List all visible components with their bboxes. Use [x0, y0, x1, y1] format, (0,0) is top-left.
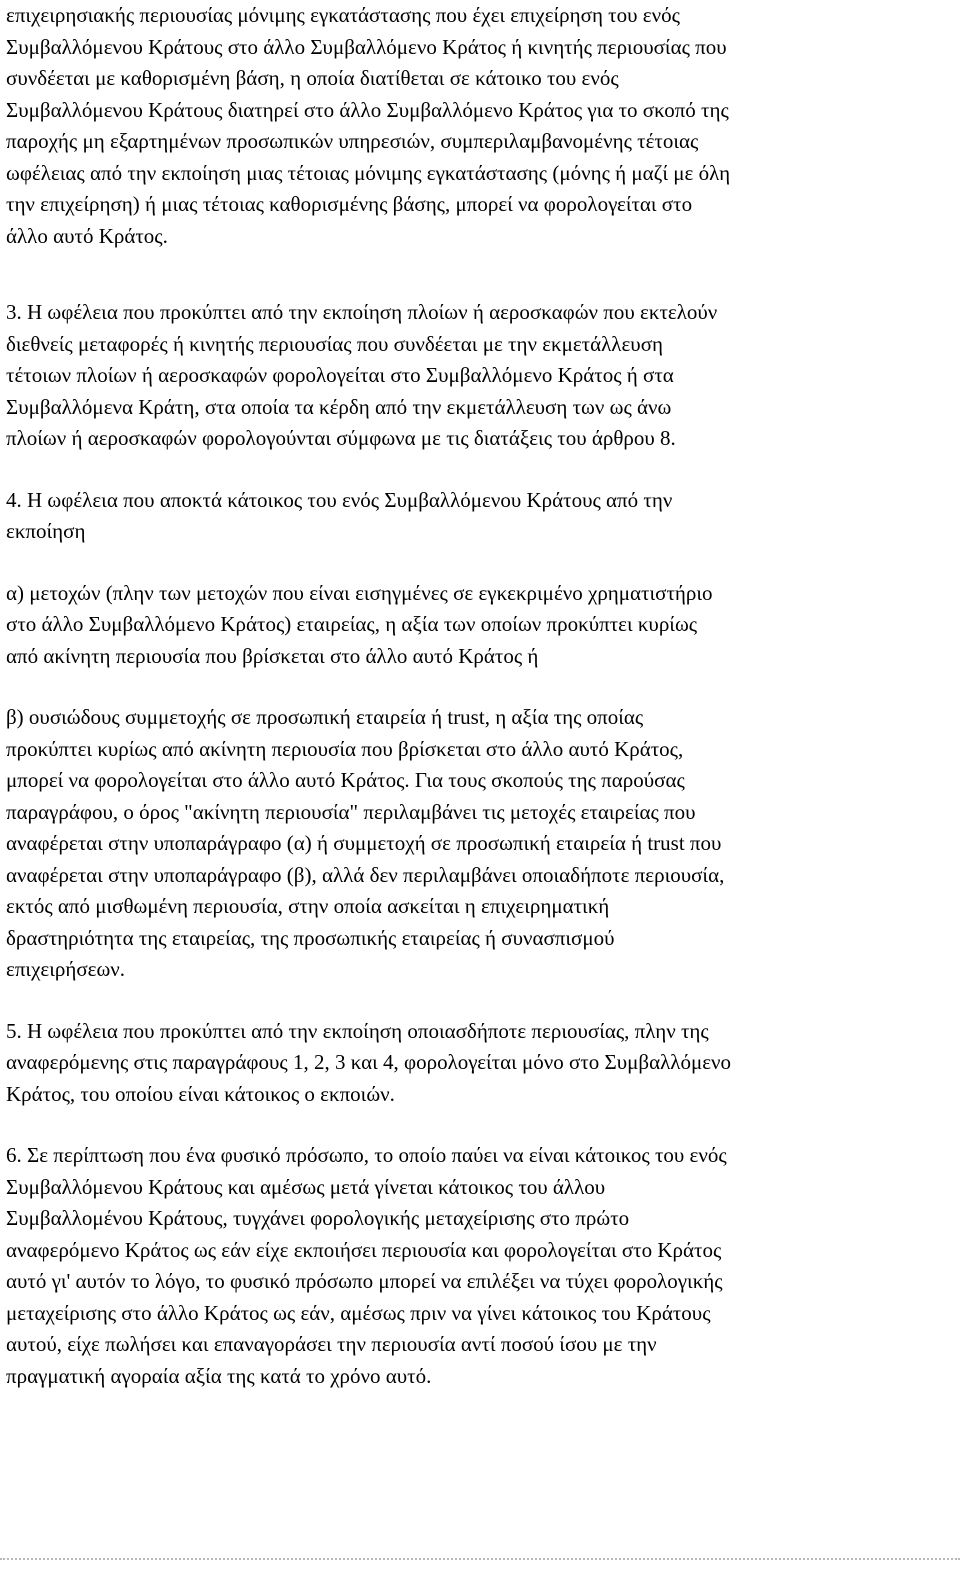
- text-line: 4. Η ωφέλεια που αποκτά κάτοικος του ενός Συμβαλλόμενου Κράτους από την: [6, 487, 673, 512]
- text-line: αυτού, είχε πωλήσει και επαναγοράσει την περιουσία αντί ποσού ίσου με την: [6, 1332, 657, 1356]
- paragraph-6: [6, 1140, 946, 1392]
- text-line: παροχής μη εξαρτημένων προσωπικών υπηρεσιών, συμπεριλαμβανομένης τέτοιας: [6, 129, 699, 153]
- text-line: μπορεί να φορολογείται στο άλλο αυτό Κράτος. Για τους σκοπούς της παρούσας: [6, 768, 685, 792]
- text-line: Κράτος, του οποίου είναι κάτοικος ο εκποιών.: [6, 1081, 395, 1106]
- text-line: ωφέλειας από την εκποίηση μιας τέτοιας μόνιμης εγκατάστασης (μόνης ή μαζί με όλη: [6, 160, 731, 185]
- paragraph-spacer: [6, 672, 946, 702]
- text-line: Συμβαλλομένου Κράτους, τυγχάνει φορολογικής μεταχείρισης στο πρώτο: [6, 1206, 630, 1230]
- text-line: β) ουσιώδους συμμετοχής σε προσωπική εταιρεία ή trust, η αξία της οποίας: [6, 705, 644, 729]
- text-line: 5. Η ωφέλεια που προκύπτει από την εκποίηση οποιασδήποτε περιουσίας, πλην της: [6, 1018, 709, 1043]
- text-line: Συμβαλλόμενου Κράτους στο άλλο Συμβαλλόμενο Κράτος ή κινητής περιουσίας που: [6, 34, 727, 59]
- text-line: α) μετοχών (πλην των μετοχών που είναι εισηγμένες σε εγκεκριμένο χρηματιστήριο: [6, 580, 713, 605]
- paragraph-5: [6, 1016, 946, 1111]
- text-line: αναφέρεται στην υποπαράγραφο (α) ή συμμετοχή σε προσωπική εταιρεία ή trust που: [6, 831, 722, 855]
- paragraph-4b: [6, 702, 946, 986]
- text-line: στο άλλο Συμβαλλόμενο Κράτος) εταιρείας, η αξία των οποίων προκύπτει κυρίως: [6, 612, 698, 636]
- text-line: την επιχείρηση) ή μιας τέτοιας καθορισμένης βάσης, μπορεί να φορολογείται στο: [6, 192, 693, 216]
- paragraph-4a: [6, 578, 946, 673]
- text-line: συνδέεται με καθορισμένη βάση, η οποία διατίθεται σε κάτοικο του ενός: [6, 66, 619, 90]
- paragraph-spacer: [6, 548, 946, 578]
- text-line: 6. Σε περίπτωση που ένα φυσικό πρόσωπο, το οποίο παύει να είναι κάτοικος του ενός: [6, 1143, 727, 1167]
- paragraph-spacer: [6, 455, 946, 485]
- paragraph-spacer: [6, 252, 946, 297]
- paragraph-spacer: [6, 986, 946, 1016]
- text-line: επιχειρήσεων.: [6, 957, 126, 981]
- text-line: πλοίων ή αεροσκαφών φορολογούνται σύμφωνα με τις διατάξεις του άρθρου 8.: [6, 426, 676, 450]
- page-bottom-divider: [0, 1558, 960, 1560]
- text-line: πραγματική αγοραία αξία της κατά το χρόνο αυτό.: [6, 1363, 432, 1388]
- text-line: αναφερόμενο Κράτος ως εάν είχε εκποιήσει περιουσία και φορολογείται στο Κράτος: [6, 1237, 722, 1262]
- text-line: αυτό γι' αυτόν το λόγο, το φυσικό πρόσωπο μπορεί να επιλέξει να τύχει φορολογικής: [6, 1269, 723, 1293]
- text-line: τέτοιων πλοίων ή αεροσκαφών φορολογείται στο Συμβαλλόμενο Κράτος ή στα: [6, 363, 674, 387]
- text-line: αναφέρεται στην υποπαράγραφο (β), αλλά δεν περιλαμβάνει οποιαδήποτε περιουσία,: [6, 862, 725, 887]
- paragraph-continued: [6, 0, 946, 252]
- paragraph-3: [6, 297, 946, 455]
- text-line: αναφερόμενης στις παραγράφους 1, 2, 3 και 4, φορολογείται μόνο στο Συμβαλλόμενο: [6, 1050, 732, 1074]
- text-line: εκποίηση: [6, 519, 86, 543]
- text-line: παραγράφου, ο όρος "ακίνητη περιουσία" περιλαμβάνει τις μετοχές εταιρείας που: [6, 799, 696, 824]
- text-line: άλλο αυτό Κράτος.: [6, 223, 168, 248]
- document-page: [6, 0, 946, 1392]
- text-line: Συμβαλλόμενου Κράτους διατηρεί στο άλλο Συμβαλλόμενο Κράτος για το σκοπό της: [6, 97, 729, 122]
- text-line: από ακίνητη περιουσία που βρίσκεται στο άλλο αυτό Κράτος ή: [6, 643, 539, 668]
- text-line: εκτός από μισθωμένη περιουσία, στην οποία ασκείται η επιχειρηματική: [6, 894, 610, 918]
- paragraph-4-intro: [6, 485, 946, 548]
- text-line: επιχειρησιακής περιουσίας μόνιμης εγκατάστασης που έχει επιχείρηση του ενός: [6, 3, 680, 27]
- text-line: 3. Η ωφέλεια που προκύπτει από την εκποίηση πλοίων ή αεροσκαφών που εκτελούν: [6, 300, 718, 324]
- paragraph-spacer: [6, 1110, 946, 1140]
- text-line: προκύπτει κυρίως από ακίνητη περιουσία που βρίσκεται στο άλλο αυτό Κράτος,: [6, 736, 684, 761]
- text-line: Συμβαλλόμενα Κράτη, στα οποία τα κέρδη από την εκμετάλλευση των ως άνω: [6, 394, 672, 419]
- text-line: δραστηριότητα της εταιρείας, της προσωπικής εταιρείας ή συνασπισμού: [6, 925, 615, 950]
- text-line: Συμβαλλόμενου Κράτους και αμέσως μετά γίνεται κάτοικος του άλλου: [6, 1174, 606, 1199]
- text-line: μεταχείρισης στο άλλο Κράτος ως εάν, αμέσως πριν να γίνει κάτοικος του Κράτους: [6, 1300, 711, 1325]
- text-line: διεθνείς μεταφορές ή κινητής περιουσίας που συνδέεται με την εκμετάλλευση: [6, 331, 663, 356]
